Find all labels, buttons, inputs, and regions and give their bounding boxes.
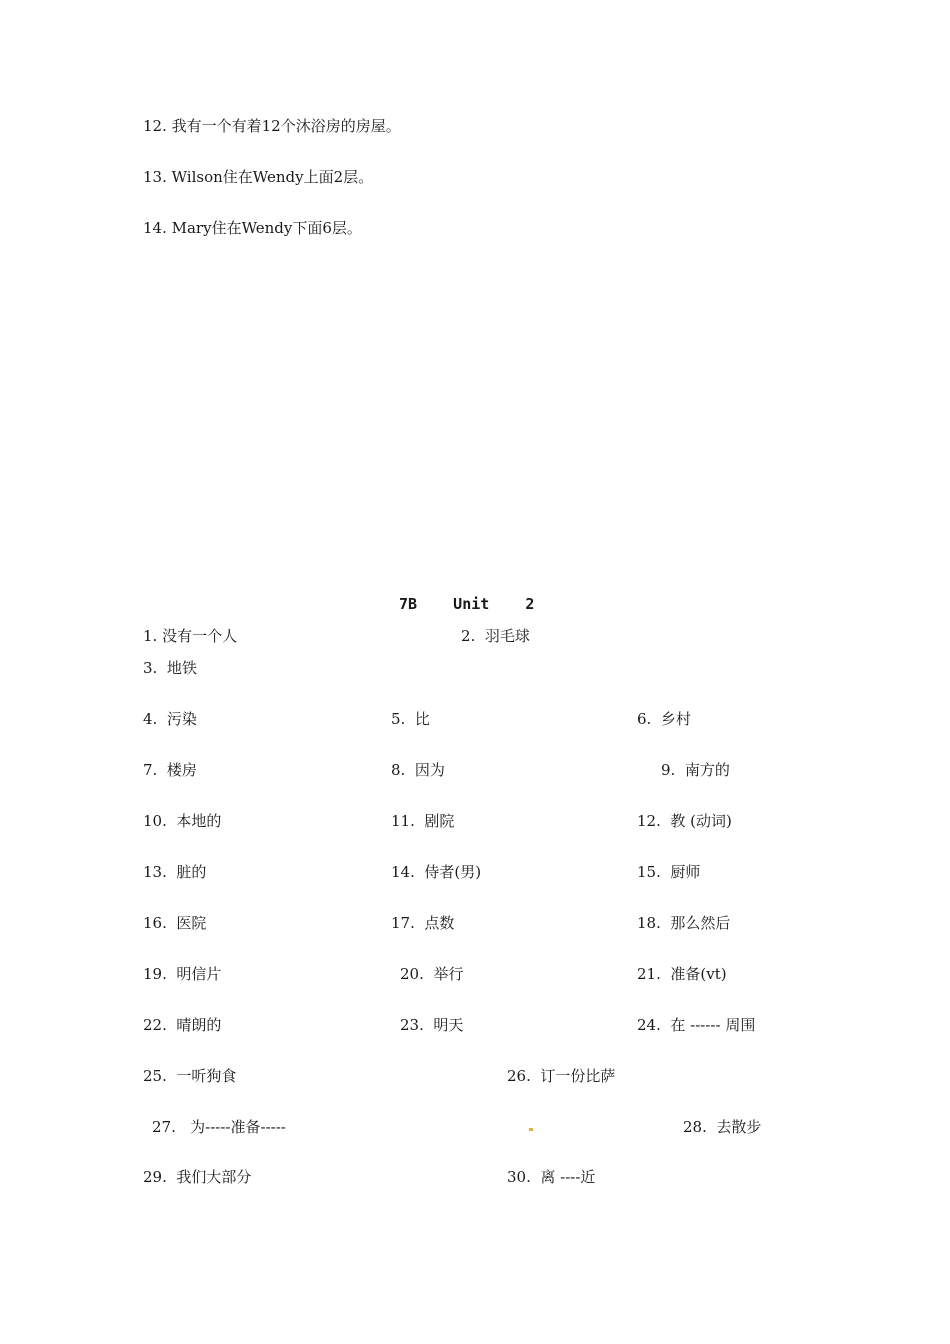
vocab-item-2: 2. 羽毛球 <box>461 627 530 645</box>
vocab-item-17: 17. 点数 <box>391 914 455 932</box>
vocab-item-5: 5. 比 <box>391 710 430 728</box>
vocab-item-8: 8. 因为 <box>391 761 445 779</box>
vocab-item-13: 13. 脏的 <box>143 863 207 881</box>
vocab-item-24: 24. 在 ------ 周围 <box>637 1016 756 1034</box>
vocab-item-28: 28. 去散步 <box>683 1118 762 1136</box>
vocab-item-27: 27. 为-----准备----- <box>152 1118 286 1136</box>
vocab-item-12: 12. 教 (动词) <box>637 812 732 830</box>
vocab-item-21: 21. 准备(vt) <box>637 965 727 983</box>
vocab-item-4: 4. 污染 <box>143 710 197 728</box>
decorative-dot <box>529 1128 533 1131</box>
vocab-item-15: 15. 厨师 <box>637 863 701 881</box>
vocab-item-7: 7. 楼房 <box>143 761 197 779</box>
vocab-item-29: 29. 我们大部分 <box>143 1168 252 1186</box>
sentence-12: 12. 我有一个有着12个沐浴房的房屋。 <box>143 117 401 135</box>
vocab-item-11: 11. 剧院 <box>391 812 455 830</box>
vocab-item-30: 30. 离 ----近 <box>507 1168 596 1186</box>
vocab-item-1: 1. 没有一个人 <box>143 627 238 645</box>
vocab-item-19: 19. 明信片 <box>143 965 222 983</box>
vocab-item-10: 10. 本地的 <box>143 812 222 830</box>
vocab-item-26: 26. 订一份比萨 <box>507 1067 616 1085</box>
vocab-item-16: 16. 医院 <box>143 914 207 932</box>
vocab-item-18: 18. 那么然后 <box>637 914 731 932</box>
unit-title: 7B Unit 2 <box>399 595 535 613</box>
vocab-item-3: 3. 地铁 <box>143 659 197 677</box>
vocab-item-9: 9. 南方的 <box>661 761 730 779</box>
sentence-13: 13. Wilson住在Wendy上面2层。 <box>143 168 374 186</box>
sentence-14: 14. Mary住在Wendy下面6层。 <box>143 219 362 237</box>
vocab-item-23: 23. 明天 <box>400 1016 464 1034</box>
vocab-item-22: 22. 晴朗的 <box>143 1016 222 1034</box>
vocab-item-20: 20. 举行 <box>400 965 464 983</box>
vocab-item-6: 6. 乡村 <box>637 710 691 728</box>
vocab-item-25: 25. 一听狗食 <box>143 1067 237 1085</box>
vocab-item-14: 14. 侍者(男) <box>391 863 482 881</box>
